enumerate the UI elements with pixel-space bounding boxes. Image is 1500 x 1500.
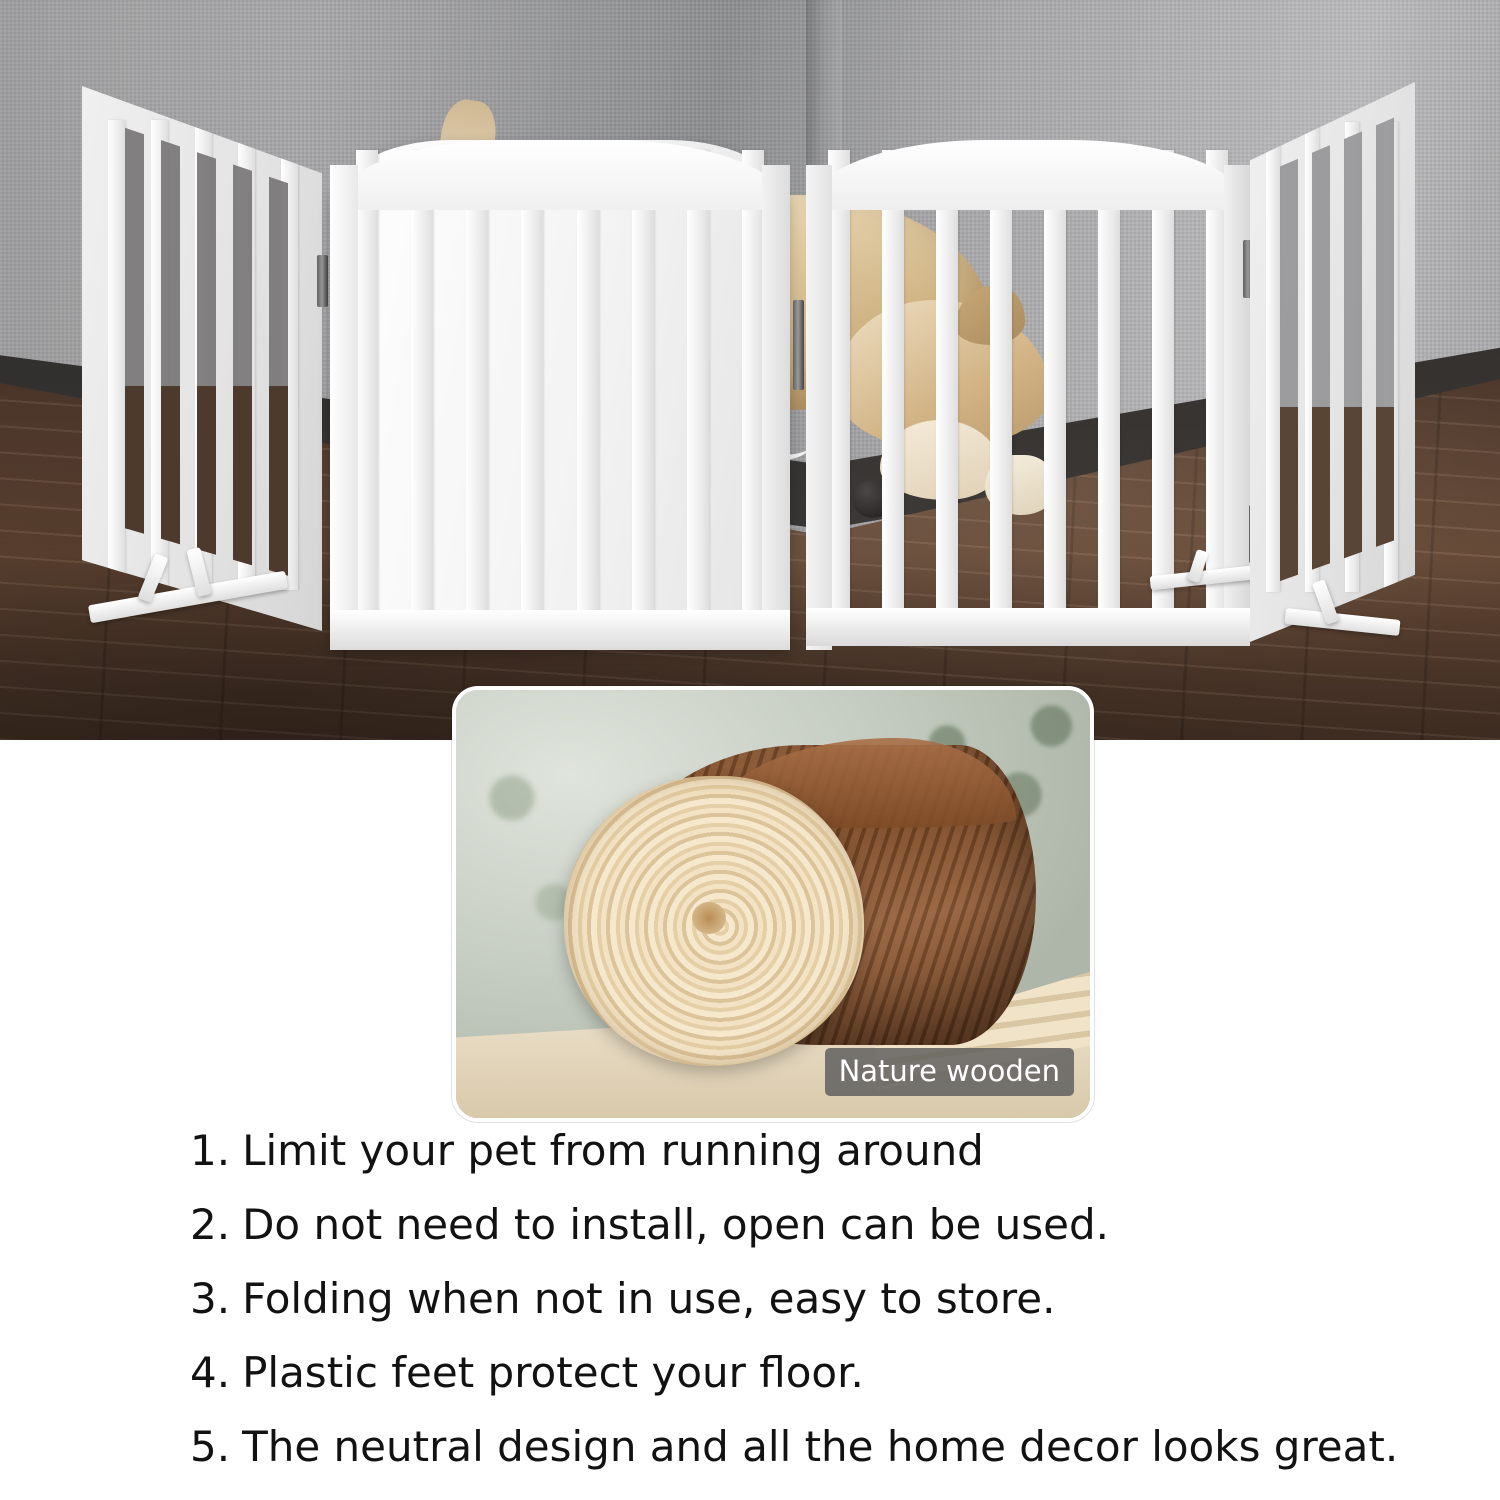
gate-bar xyxy=(577,150,599,620)
panel-3-left-stile xyxy=(806,165,832,650)
panel-2-right-stile xyxy=(762,165,790,650)
panel-2-bars xyxy=(356,150,764,620)
gate-hinge-3 xyxy=(793,300,804,390)
list-item-text: Folding when not in use, easy to store. xyxy=(242,1274,1056,1323)
gate-bar xyxy=(356,150,378,620)
log-heartwood-center xyxy=(692,902,726,934)
list-item xyxy=(190,1348,1450,1397)
feature-list xyxy=(190,1126,1450,1500)
foot-rail xyxy=(88,571,288,623)
list-item-number: 2. xyxy=(190,1200,231,1249)
list-item xyxy=(190,1200,1450,1249)
nature-wooden-log-photo xyxy=(452,686,1094,1122)
list-item xyxy=(190,1126,1450,1175)
list-item-number: 3. xyxy=(190,1274,231,1323)
list-item-number: 1. xyxy=(190,1126,231,1175)
panel-4-gaps xyxy=(1266,116,1398,586)
gate-bar xyxy=(936,150,958,620)
gate-bar xyxy=(521,150,543,620)
list-item xyxy=(190,1274,1450,1323)
list-item-number: 5. xyxy=(190,1422,231,1471)
foot-rail xyxy=(1284,608,1400,636)
gate-bar xyxy=(742,150,764,620)
gate-bar xyxy=(466,150,488,620)
gate-bar xyxy=(1098,150,1120,620)
list-item-text: Limit your pet from running around xyxy=(242,1126,984,1175)
log-caption-label: Nature wooden xyxy=(825,1048,1074,1096)
panel-3-bottom-rail xyxy=(806,608,1250,646)
gate-foot-1 xyxy=(88,540,288,625)
gate-bar xyxy=(687,150,709,620)
panel-2-bottom-rail xyxy=(330,610,790,650)
panel-2-left-stile xyxy=(330,165,358,650)
list-item xyxy=(190,1422,1450,1471)
gate-bar xyxy=(1044,150,1066,620)
list-item-text: The neutral design and all the home decor looks great. xyxy=(242,1422,1399,1471)
gate-bar xyxy=(882,150,904,620)
gate-hinge-1 xyxy=(317,255,328,307)
gate-bar xyxy=(632,150,654,620)
gate-foot-3 xyxy=(1285,570,1400,640)
panel-1-gaps xyxy=(108,122,296,578)
pet-gate-in-room-photo xyxy=(0,0,1500,740)
gate-bar xyxy=(411,150,433,620)
list-item-number: 4. xyxy=(190,1348,231,1397)
list-item-text: Plastic feet protect your floor. xyxy=(242,1348,864,1397)
list-item-text: Do not need to install, open can be used. xyxy=(242,1200,1110,1249)
gate-bar xyxy=(990,150,1012,620)
